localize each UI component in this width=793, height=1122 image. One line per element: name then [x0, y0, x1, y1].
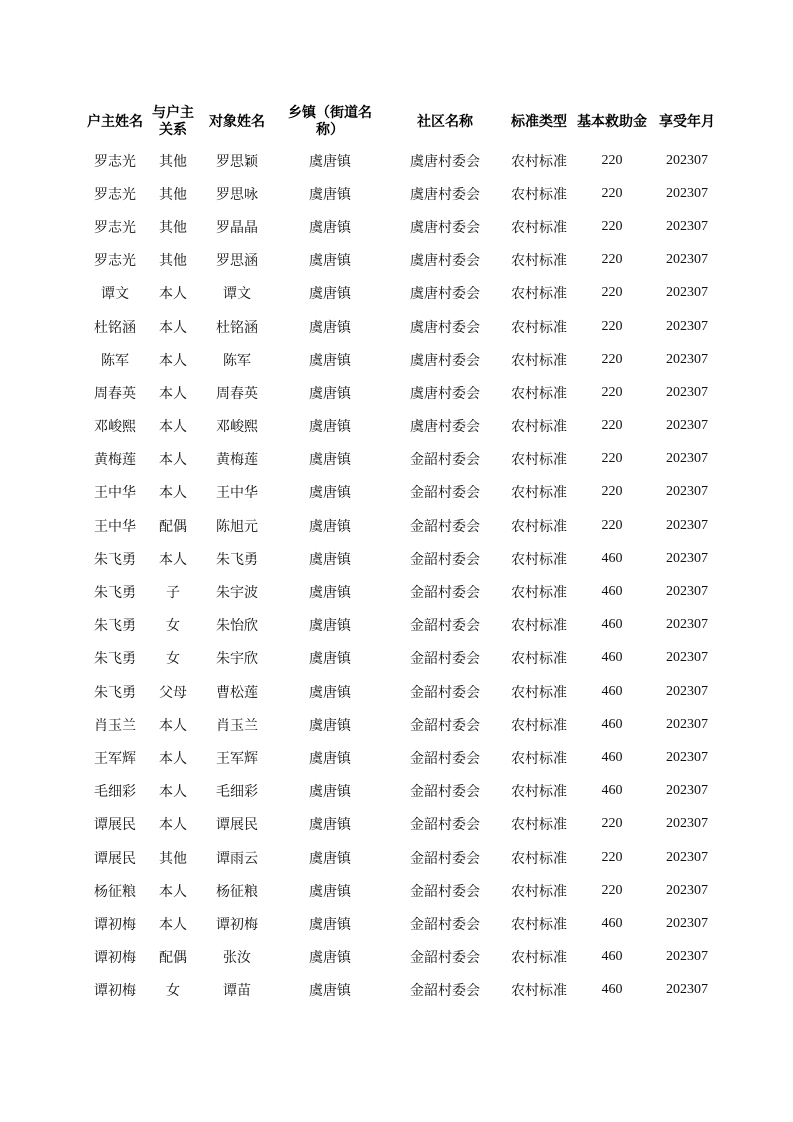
- cell-base-amount: 220: [601, 816, 623, 832]
- cell-town: 虞唐镇: [309, 485, 351, 502]
- cell-community: 金韶村委会: [410, 750, 480, 767]
- cell-standard-type: 农村标准: [511, 651, 567, 668]
- cell-period: 202307: [666, 617, 708, 633]
- cell-town: 虞唐镇: [309, 651, 351, 668]
- cell-town: 虞唐镇: [309, 452, 351, 469]
- table-row: [83, 443, 723, 476]
- cell-recipient: 王中华: [216, 485, 258, 502]
- table-row: [83, 808, 723, 841]
- cell-standard-type: 农村标准: [511, 253, 567, 270]
- cell-town: 虞唐镇: [309, 253, 351, 270]
- cell-town: 虞唐镇: [309, 518, 351, 535]
- cell-householder: 罗志光: [94, 253, 136, 270]
- table-row: [83, 708, 723, 741]
- cell-householder: 陈军: [101, 352, 129, 369]
- cell-standard-type: 农村标准: [511, 452, 567, 469]
- cell-base-amount: 460: [601, 915, 623, 931]
- cell-relation: 本人: [159, 916, 187, 933]
- cell-base-amount: 460: [601, 749, 623, 765]
- cell-householder: 朱飞勇: [94, 585, 136, 602]
- header-relation: [147, 100, 199, 144]
- cell-standard-type: 农村标准: [511, 551, 567, 568]
- header-town-line1: 乡镇（街道名: [288, 105, 372, 121]
- cell-standard-type: 农村标准: [511, 983, 567, 1000]
- cell-period: 202307: [666, 285, 708, 301]
- cell-householder: 谭初梅: [94, 983, 136, 1000]
- cell-community: 金韶村委会: [410, 452, 480, 469]
- cell-relation: 本人: [159, 485, 187, 502]
- cell-recipient: 谭雨云: [216, 850, 258, 867]
- cell-base-amount: 220: [601, 517, 623, 533]
- cell-householder: 朱飞勇: [94, 684, 136, 701]
- cell-relation: 配偶: [159, 518, 187, 535]
- cell-householder: 谭展民: [94, 850, 136, 867]
- cell-base-amount: 460: [601, 949, 623, 965]
- header-relation-line2: 关系: [159, 122, 187, 138]
- table-row: [83, 874, 723, 907]
- cell-standard-type: 农村标准: [511, 385, 567, 402]
- cell-householder: 朱飞勇: [94, 551, 136, 568]
- cell-householder: 周春英: [94, 385, 136, 402]
- cell-householder: 罗志光: [94, 153, 136, 170]
- cell-period: 202307: [666, 517, 708, 533]
- cell-base-amount: 220: [601, 252, 623, 268]
- cell-relation: 其他: [159, 153, 187, 170]
- cell-householder: 王中华: [94, 518, 136, 535]
- cell-base-amount: 220: [601, 218, 623, 234]
- cell-householder: 王中华: [94, 485, 136, 502]
- cell-community: 金韶村委会: [410, 784, 480, 801]
- cell-period: 202307: [666, 915, 708, 931]
- cell-community: 金韶村委会: [410, 916, 480, 933]
- cell-town: 虞唐镇: [309, 784, 351, 801]
- cell-period: 202307: [666, 650, 708, 666]
- cell-standard-type: 农村标准: [511, 585, 567, 602]
- cell-recipient: 曹松莲: [216, 684, 258, 701]
- cell-recipient: 朱怡欣: [216, 618, 258, 635]
- cell-base-amount: 220: [601, 451, 623, 467]
- cell-town: 虞唐镇: [309, 950, 351, 967]
- cell-recipient: 杜铭涵: [216, 319, 258, 336]
- table-row: [83, 974, 723, 1007]
- table-row: [83, 410, 723, 443]
- cell-standard-type: 农村标准: [511, 717, 567, 734]
- table-row: [83, 376, 723, 409]
- cell-relation: 女: [166, 983, 180, 1000]
- cell-community: 金韶村委会: [410, 485, 480, 502]
- cell-community: 金韶村委会: [410, 518, 480, 535]
- cell-base-amount: 220: [601, 185, 623, 201]
- cell-community: 金韶村委会: [410, 850, 480, 867]
- cell-base-amount: 220: [601, 484, 623, 500]
- cell-standard-type: 农村标准: [511, 286, 567, 303]
- header-relation-line1: 与户主: [152, 105, 194, 121]
- cell-period: 202307: [666, 716, 708, 732]
- cell-relation: 父母: [159, 684, 187, 701]
- cell-community: 金韶村委会: [410, 817, 480, 834]
- cell-recipient: 罗思涵: [216, 253, 258, 270]
- cell-town: 虞唐镇: [309, 916, 351, 933]
- cell-town: 虞唐镇: [309, 618, 351, 635]
- header-recipient: 对象姓名: [209, 113, 265, 130]
- cell-relation: 本人: [159, 784, 187, 801]
- cell-town: 虞唐镇: [309, 352, 351, 369]
- cell-relation: 本人: [159, 817, 187, 834]
- cell-recipient: 黄梅莲: [216, 452, 258, 469]
- cell-base-amount: 220: [601, 285, 623, 301]
- header-standard-type: 标准类型: [511, 113, 567, 130]
- cell-town: 虞唐镇: [309, 153, 351, 170]
- cell-community: 虞唐村委会: [410, 385, 480, 402]
- cell-town: 虞唐镇: [309, 419, 351, 436]
- cell-relation: 本人: [159, 551, 187, 568]
- cell-community: 金韶村委会: [410, 983, 480, 1000]
- table-row: [83, 675, 723, 708]
- table-row: [83, 542, 723, 575]
- cell-householder: 杜铭涵: [94, 319, 136, 336]
- cell-relation: 配偶: [159, 950, 187, 967]
- cell-standard-type: 农村标准: [511, 684, 567, 701]
- cell-relation: 本人: [159, 319, 187, 336]
- cell-community: 虞唐村委会: [410, 219, 480, 236]
- cell-base-amount: 460: [601, 617, 623, 633]
- cell-period: 202307: [666, 218, 708, 234]
- cell-community: 虞唐村委会: [410, 253, 480, 270]
- cell-base-amount: 460: [601, 783, 623, 799]
- cell-base-amount: 220: [601, 418, 623, 434]
- cell-recipient: 肖玉兰: [216, 717, 258, 734]
- cell-base-amount: 460: [601, 650, 623, 666]
- cell-town: 虞唐镇: [309, 850, 351, 867]
- cell-relation: 本人: [159, 883, 187, 900]
- cell-standard-type: 农村标准: [511, 153, 567, 170]
- cell-community: 金韶村委会: [410, 717, 480, 734]
- cell-recipient: 杨征粮: [216, 883, 258, 900]
- table-row: [83, 210, 723, 243]
- cell-relation: 本人: [159, 385, 187, 402]
- cell-base-amount: 220: [601, 152, 623, 168]
- cell-standard-type: 农村标准: [511, 518, 567, 535]
- table-header-row: [83, 100, 723, 144]
- cell-period: 202307: [666, 152, 708, 168]
- cell-standard-type: 农村标准: [511, 419, 567, 436]
- header-community: 社区名称: [417, 113, 473, 130]
- cell-householder: 谭文: [101, 286, 129, 303]
- cell-community: 金韶村委会: [410, 684, 480, 701]
- cell-relation: 女: [166, 618, 180, 635]
- cell-recipient: 朱宇欣: [216, 651, 258, 668]
- cell-recipient: 周春英: [216, 385, 258, 402]
- cell-relation: 女: [166, 651, 180, 668]
- cell-town: 虞唐镇: [309, 219, 351, 236]
- table-row: [83, 609, 723, 642]
- cell-recipient: 陈军: [223, 352, 251, 369]
- cell-community: 金韶村委会: [410, 651, 480, 668]
- cell-householder: 谭初梅: [94, 950, 136, 967]
- table-row: [83, 941, 723, 974]
- table-row: [83, 277, 723, 310]
- header-householder: 户主姓名: [87, 113, 143, 130]
- cell-recipient: 邓峻熙: [216, 419, 258, 436]
- table-row: [83, 343, 723, 376]
- cell-base-amount: 460: [601, 716, 623, 732]
- cell-relation: 子: [166, 585, 180, 602]
- cell-period: 202307: [666, 484, 708, 500]
- header-period: 享受年月: [659, 113, 715, 130]
- cell-period: 202307: [666, 418, 708, 434]
- cell-town: 虞唐镇: [309, 717, 351, 734]
- cell-standard-type: 农村标准: [511, 950, 567, 967]
- cell-recipient: 谭初梅: [216, 916, 258, 933]
- cell-period: 202307: [666, 384, 708, 400]
- cell-relation: 其他: [159, 850, 187, 867]
- cell-town: 虞唐镇: [309, 319, 351, 336]
- cell-standard-type: 农村标准: [511, 219, 567, 236]
- cell-period: 202307: [666, 451, 708, 467]
- cell-householder: 朱飞勇: [94, 651, 136, 668]
- cell-community: 虞唐村委会: [410, 419, 480, 436]
- cell-base-amount: 460: [601, 683, 623, 699]
- table-row: [83, 509, 723, 542]
- cell-standard-type: 农村标准: [511, 850, 567, 867]
- cell-town: 虞唐镇: [309, 551, 351, 568]
- table-row: [83, 775, 723, 808]
- cell-recipient: 毛细彩: [216, 784, 258, 801]
- header-base-amount: 基本救助金: [577, 113, 647, 130]
- cell-standard-type: 农村标准: [511, 186, 567, 203]
- table-row: [83, 310, 723, 343]
- cell-standard-type: 农村标准: [511, 485, 567, 502]
- cell-relation: 本人: [159, 452, 187, 469]
- cell-householder: 王军辉: [94, 750, 136, 767]
- table-body: [83, 144, 723, 1007]
- cell-base-amount: 220: [601, 882, 623, 898]
- table-row: [83, 144, 723, 177]
- cell-period: 202307: [666, 550, 708, 566]
- cell-standard-type: 农村标准: [511, 817, 567, 834]
- cell-base-amount: 220: [601, 849, 623, 865]
- cell-standard-type: 农村标准: [511, 750, 567, 767]
- cell-householder: 谭展民: [94, 817, 136, 834]
- cell-period: 202307: [666, 949, 708, 965]
- cell-town: 虞唐镇: [309, 983, 351, 1000]
- cell-relation: 本人: [159, 352, 187, 369]
- cell-period: 202307: [666, 252, 708, 268]
- cell-town: 虞唐镇: [309, 750, 351, 767]
- cell-relation: 其他: [159, 253, 187, 270]
- cell-town: 虞唐镇: [309, 186, 351, 203]
- cell-community: 金韶村委会: [410, 551, 480, 568]
- cell-period: 202307: [666, 749, 708, 765]
- cell-town: 虞唐镇: [309, 817, 351, 834]
- cell-community: 虞唐村委会: [410, 153, 480, 170]
- cell-town: 虞唐镇: [309, 883, 351, 900]
- cell-town: 虞唐镇: [309, 286, 351, 303]
- cell-period: 202307: [666, 683, 708, 699]
- header-town: [275, 100, 385, 144]
- cell-community: 金韶村委会: [410, 950, 480, 967]
- cell-recipient: 谭文: [223, 286, 251, 303]
- cell-householder: 邓峻熙: [94, 419, 136, 436]
- cell-householder: 朱飞勇: [94, 618, 136, 635]
- cell-recipient: 谭展民: [216, 817, 258, 834]
- cell-community: 金韶村委会: [410, 883, 480, 900]
- table-row: [83, 907, 723, 940]
- cell-standard-type: 农村标准: [511, 883, 567, 900]
- cell-relation: 其他: [159, 186, 187, 203]
- cell-recipient: 王军辉: [216, 750, 258, 767]
- cell-standard-type: 农村标准: [511, 352, 567, 369]
- cell-householder: 谭初梅: [94, 916, 136, 933]
- table-row: [83, 841, 723, 874]
- cell-base-amount: 460: [601, 982, 623, 998]
- cell-householder: 肖玉兰: [94, 717, 136, 734]
- cell-standard-type: 农村标准: [511, 319, 567, 336]
- cell-standard-type: 农村标准: [511, 784, 567, 801]
- cell-recipient: 朱宇波: [216, 585, 258, 602]
- cell-base-amount: 220: [601, 351, 623, 367]
- cell-community: 金韶村委会: [410, 585, 480, 602]
- cell-base-amount: 220: [601, 384, 623, 400]
- cell-recipient: 张汝: [223, 950, 251, 967]
- cell-standard-type: 农村标准: [511, 916, 567, 933]
- cell-relation: 本人: [159, 286, 187, 303]
- cell-town: 虞唐镇: [309, 684, 351, 701]
- cell-period: 202307: [666, 185, 708, 201]
- cell-householder: 黄梅莲: [94, 452, 136, 469]
- cell-community: 虞唐村委会: [410, 186, 480, 203]
- cell-householder: 杨征粮: [94, 883, 136, 900]
- table-row: [83, 244, 723, 277]
- cell-period: 202307: [666, 882, 708, 898]
- cell-base-amount: 460: [601, 584, 623, 600]
- table-row: [83, 642, 723, 675]
- cell-recipient: 朱飞勇: [216, 551, 258, 568]
- cell-base-amount: 220: [601, 318, 623, 334]
- cell-community: 金韶村委会: [410, 618, 480, 635]
- table-row: [83, 476, 723, 509]
- table-row: [83, 741, 723, 774]
- cell-recipient: 罗思颖: [216, 153, 258, 170]
- cell-recipient: 谭苗: [223, 983, 251, 1000]
- table-row: [83, 177, 723, 210]
- cell-community: 虞唐村委会: [410, 352, 480, 369]
- cell-period: 202307: [666, 849, 708, 865]
- cell-householder: 毛细彩: [94, 784, 136, 801]
- cell-recipient: 罗思咏: [216, 186, 258, 203]
- cell-community: 虞唐村委会: [410, 286, 480, 303]
- cell-relation: 本人: [159, 750, 187, 767]
- header-town-line2: 称）: [316, 122, 344, 138]
- cell-relation: 本人: [159, 717, 187, 734]
- cell-period: 202307: [666, 351, 708, 367]
- cell-base-amount: 460: [601, 550, 623, 566]
- cell-town: 虞唐镇: [309, 585, 351, 602]
- cell-period: 202307: [666, 783, 708, 799]
- cell-period: 202307: [666, 318, 708, 334]
- cell-community: 虞唐村委会: [410, 319, 480, 336]
- cell-recipient: 罗晶晶: [216, 219, 258, 236]
- cell-householder: 罗志光: [94, 219, 136, 236]
- cell-standard-type: 农村标准: [511, 618, 567, 635]
- cell-period: 202307: [666, 816, 708, 832]
- cell-relation: 其他: [159, 219, 187, 236]
- cell-period: 202307: [666, 982, 708, 998]
- table-row: [83, 575, 723, 608]
- cell-town: 虞唐镇: [309, 385, 351, 402]
- assistance-roster-table: [83, 100, 723, 1007]
- cell-householder: 罗志光: [94, 186, 136, 203]
- cell-recipient: 陈旭元: [216, 518, 258, 535]
- cell-period: 202307: [666, 584, 708, 600]
- cell-relation: 本人: [159, 419, 187, 436]
